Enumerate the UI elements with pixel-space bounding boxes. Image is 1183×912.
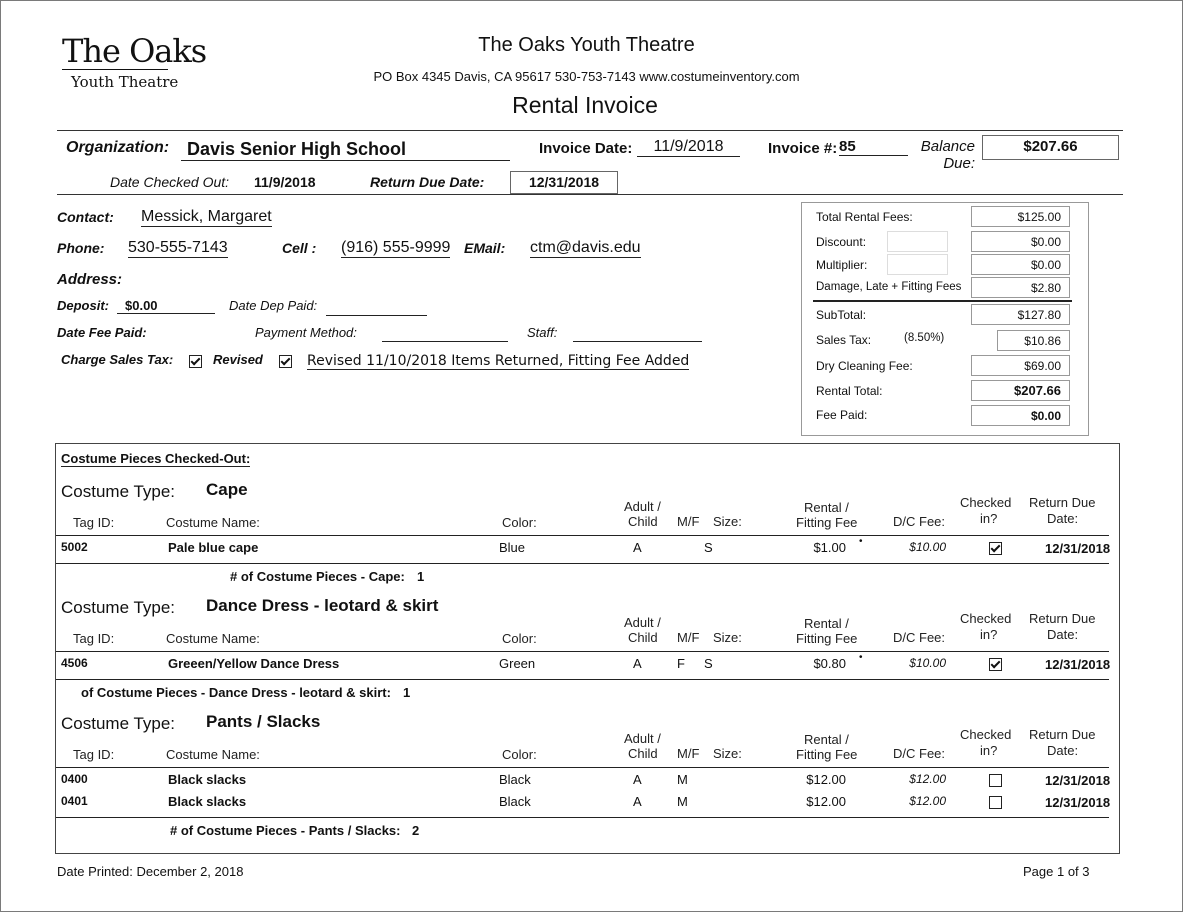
col-checked-1: Checked [960, 495, 1012, 510]
fee-paid-value: $0.00 [971, 405, 1070, 426]
group-rule [56, 679, 1109, 680]
staff-label: Staff: [527, 325, 558, 340]
col-return-2: Date: [1047, 743, 1079, 758]
row-adult-child: A [633, 540, 642, 555]
balance-label-1: Balance [920, 138, 975, 155]
row-rental-fee: $12.00 [806, 794, 846, 809]
col-return-2: Date: [1047, 511, 1079, 526]
cell-label: Cell : [282, 240, 317, 256]
col-adult-child-2: Child [628, 630, 658, 645]
multiplier-rate-field [887, 254, 948, 275]
deposit-value: $0.00 [117, 298, 215, 314]
email-label: EMail: [464, 240, 506, 256]
row-checked-in-checkbox[interactable] [989, 774, 1002, 787]
header-underline [56, 535, 1109, 536]
col-color: Color: [502, 515, 537, 530]
phone-value: 530-555-7143 [128, 239, 228, 256]
multiplier-value: $0.00 [971, 254, 1070, 275]
col-dc-fee: D/C Fee: [893, 746, 946, 761]
row-size: S [704, 540, 713, 555]
balance-label-2: Due: [943, 155, 975, 172]
row-mf: F [677, 656, 685, 671]
costume-type-value: Pants / Slacks [206, 712, 321, 731]
col-return-1: Return Due [1029, 495, 1096, 510]
email-value: ctm@davis.edu [530, 239, 641, 256]
doc-title: Rental Invoice [512, 92, 658, 118]
col-adult-child-2: Child [628, 514, 658, 529]
row-size: S [704, 656, 713, 671]
staff-field [573, 341, 702, 342]
col-checked-2: in? [980, 511, 998, 526]
row-checked-in-checkbox[interactable] [989, 542, 1002, 555]
col-adult-child-1: Adult / [624, 499, 661, 514]
damage-fees-label: Damage, Late + Fitting Fees [816, 281, 962, 293]
col-color: Color: [502, 747, 537, 762]
col-mf: M/F [677, 514, 700, 529]
col-checked-1: Checked [960, 611, 1012, 626]
col-return-1: Return Due [1029, 727, 1096, 742]
row-mf: M [677, 772, 688, 787]
costume-type-label: Costume Type: [61, 598, 176, 617]
col-costume-name: Costume Name: [166, 631, 260, 646]
address-line: PO Box 4345 Davis, CA 95617 530-753-7143 www.costumeinventory.com [373, 69, 800, 84]
row-rental-fee: $1.00 [813, 540, 846, 555]
costume-type-value: Dance Dress - leotard & skirt [206, 596, 439, 615]
group-count-value: 1 [403, 685, 411, 700]
col-size: Size: [713, 630, 742, 645]
balance-label [920, 138, 975, 172]
row-return-due: 12/31/2018 [1045, 541, 1111, 556]
invoice-date-value: 11/9/2018 [637, 138, 740, 157]
col-dc-fee: D/C Fee: [893, 630, 946, 645]
phone-label: Phone: [57, 240, 105, 256]
total-rental-fees-label: Total Rental Fees: [816, 210, 913, 224]
payment-method-label: Payment Method: [255, 325, 357, 340]
rental-total-label: Rental Total: [816, 384, 883, 398]
invoice-rule [57, 194, 1123, 195]
invoice-number-value: 85 [839, 138, 908, 156]
revised-checkbox[interactable] [279, 355, 292, 368]
col-tag-id: Tag ID: [73, 747, 115, 762]
costume-type-label: Costume Type: [61, 714, 176, 733]
row-dc-fee: $10.00 [909, 540, 946, 554]
row-return-due: 12/31/2018 [1045, 773, 1111, 788]
group-rule [56, 817, 1109, 818]
col-tag-id: Tag ID: [73, 515, 115, 530]
charge-sales-tax-label: Charge Sales Tax: [61, 352, 174, 367]
sales-tax-value: $10.86 [997, 330, 1070, 351]
rental-total-value: $207.66 [971, 380, 1070, 401]
row-costume-name: Pale blue cape [168, 540, 259, 555]
discount-rate-field [887, 231, 948, 252]
contact-label: Contact: [57, 209, 114, 225]
total-rental-fees-value: $125.00 [971, 206, 1070, 227]
row-adult-child: A [633, 656, 642, 671]
row-costume-name: Black slacks [168, 794, 247, 809]
return-due-value: 12/31/2018 [510, 171, 618, 194]
logo-line-2: Youth Theatre [71, 73, 179, 91]
row-checked-in-checkbox[interactable] [989, 796, 1002, 809]
row-checked-in-checkbox[interactable] [989, 658, 1002, 671]
row-adult-child: A [633, 772, 642, 787]
invoice-date-label: Invoice Date: [539, 140, 633, 157]
sales-tax-label: Sales Tax: [816, 333, 872, 347]
discount-label: Discount: [816, 235, 867, 249]
row-tag-id: 4506 [61, 656, 88, 670]
cell-value: (916) 555-9999 [341, 239, 451, 256]
address-label: Address: [57, 271, 123, 288]
header-underline [56, 767, 1109, 768]
col-rental-1: Rental / [804, 500, 849, 515]
row-mf: M [677, 794, 688, 809]
theatre-name: The Oaks Youth Theatre [478, 34, 695, 56]
date-checked-out-value: 11/9/2018 [254, 174, 316, 190]
row-costume-name: Black slacks [168, 772, 247, 787]
col-mf: M/F [677, 630, 700, 645]
col-adult-child-1: Adult / [624, 731, 661, 746]
col-rental-2: Fitting Fee [796, 515, 858, 530]
group-count-value: 1 [417, 569, 425, 584]
row-tag-id: 0401 [61, 794, 88, 808]
discount-value: $0.00 [971, 231, 1070, 252]
row-color: Black [499, 794, 531, 809]
invoice-number-label: Invoice #: [768, 140, 838, 157]
col-checked-2: in? [980, 627, 998, 642]
row-rental-fee: $12.00 [806, 772, 846, 787]
row-fee-marker: • [859, 536, 863, 547]
group-rule [56, 563, 1109, 564]
col-checked-2: in? [980, 743, 998, 758]
row-tag-id: 5002 [61, 540, 88, 554]
row-dc-fee: $12.00 [909, 772, 946, 786]
row-dc-fee: $12.00 [909, 794, 946, 808]
row-rental-fee: $0.80 [813, 656, 846, 671]
charge-sales-tax-checkbox[interactable] [189, 355, 202, 368]
fee-paid-label: Fee Paid: [816, 408, 868, 422]
col-dc-fee: D/C Fee: [893, 514, 946, 529]
dry-cleaning-value: $69.00 [971, 355, 1070, 376]
row-adult-child: A [633, 794, 642, 809]
costume-type-value: Cape [206, 480, 248, 499]
multiplier-label: Multiplier: [816, 258, 868, 272]
col-checked-1: Checked [960, 727, 1012, 742]
col-return-1: Return Due [1029, 611, 1096, 626]
row-dc-fee: $10.00 [909, 656, 946, 670]
col-adult-child-1: Adult / [624, 615, 661, 630]
sales-tax-rate: (8.50%) [904, 332, 945, 344]
contact-value: Messick, Margaret [141, 208, 272, 225]
col-rental-1: Rental / [804, 732, 849, 747]
organization-label: Organization: [66, 139, 170, 156]
damage-fees-value: $2.80 [971, 277, 1070, 298]
col-adult-child-2: Child [628, 746, 658, 761]
row-return-due: 12/31/2018 [1045, 657, 1111, 672]
row-tag-id: 0400 [61, 772, 88, 786]
organization-value: Davis Senior High School [181, 139, 510, 161]
revised-note: Revised 11/10/2018 Items Returned, Fitting Fee Added [307, 353, 690, 369]
row-color: Black [499, 772, 531, 787]
date-printed: Date Printed: December 2, 2018 [57, 864, 244, 879]
group-count-label: of Costume Pieces - Dance Dress - leotard & skirt: [81, 685, 391, 700]
balance-due-value: $207.66 [982, 135, 1119, 160]
col-rental-2: Fitting Fee [796, 747, 858, 762]
deposit-label: Deposit: [57, 298, 109, 313]
col-costume-name: Costume Name: [166, 747, 260, 762]
payment-method-field [382, 341, 508, 342]
dry-cleaning-label: Dry Cleaning Fee: [816, 359, 913, 373]
col-rental-2: Fitting Fee [796, 631, 858, 646]
col-color: Color: [502, 631, 537, 646]
header-underline [56, 651, 1109, 652]
date-dep-paid-field [326, 315, 427, 316]
date-dep-paid-label: Date Dep Paid: [229, 298, 318, 313]
summary-rule [813, 300, 1072, 302]
col-rental-1: Rental / [804, 616, 849, 631]
row-return-due: 12/31/2018 [1045, 795, 1111, 810]
col-return-2: Date: [1047, 627, 1079, 642]
costume-pieces-heading: Costume Pieces Checked-Out: [61, 451, 251, 466]
header-rule [57, 130, 1123, 131]
row-color: Green [499, 656, 536, 671]
page-number: Page 1 of 3 [1023, 864, 1090, 879]
row-color: Blue [499, 540, 526, 555]
col-size: Size: [713, 746, 742, 761]
subtotal-value: $127.80 [971, 304, 1070, 325]
col-costume-name: Costume Name: [166, 515, 260, 530]
row-costume-name: Greeen/Yellow Dance Dress [168, 656, 340, 671]
group-count-label: # of Costume Pieces - Cape: [230, 569, 405, 584]
return-due-label: Return Due Date: [370, 174, 485, 190]
col-size: Size: [713, 514, 742, 529]
subtotal-label: SubTotal: [816, 308, 867, 322]
col-tag-id: Tag ID: [73, 631, 115, 646]
costume-type-label: Costume Type: [61, 482, 176, 501]
col-mf: M/F [677, 746, 700, 761]
group-count-value: 2 [412, 823, 420, 838]
group-count-label: # of Costume Pieces - Pants / Slacks: [170, 823, 401, 838]
date-fee-paid-label: Date Fee Paid: [57, 325, 147, 340]
date-checked-out-label: Date Checked Out: [110, 174, 230, 190]
logo-line-1: The Oaks [62, 32, 207, 70]
revised-label: Revised [213, 352, 263, 367]
row-fee-marker: • [859, 652, 863, 663]
